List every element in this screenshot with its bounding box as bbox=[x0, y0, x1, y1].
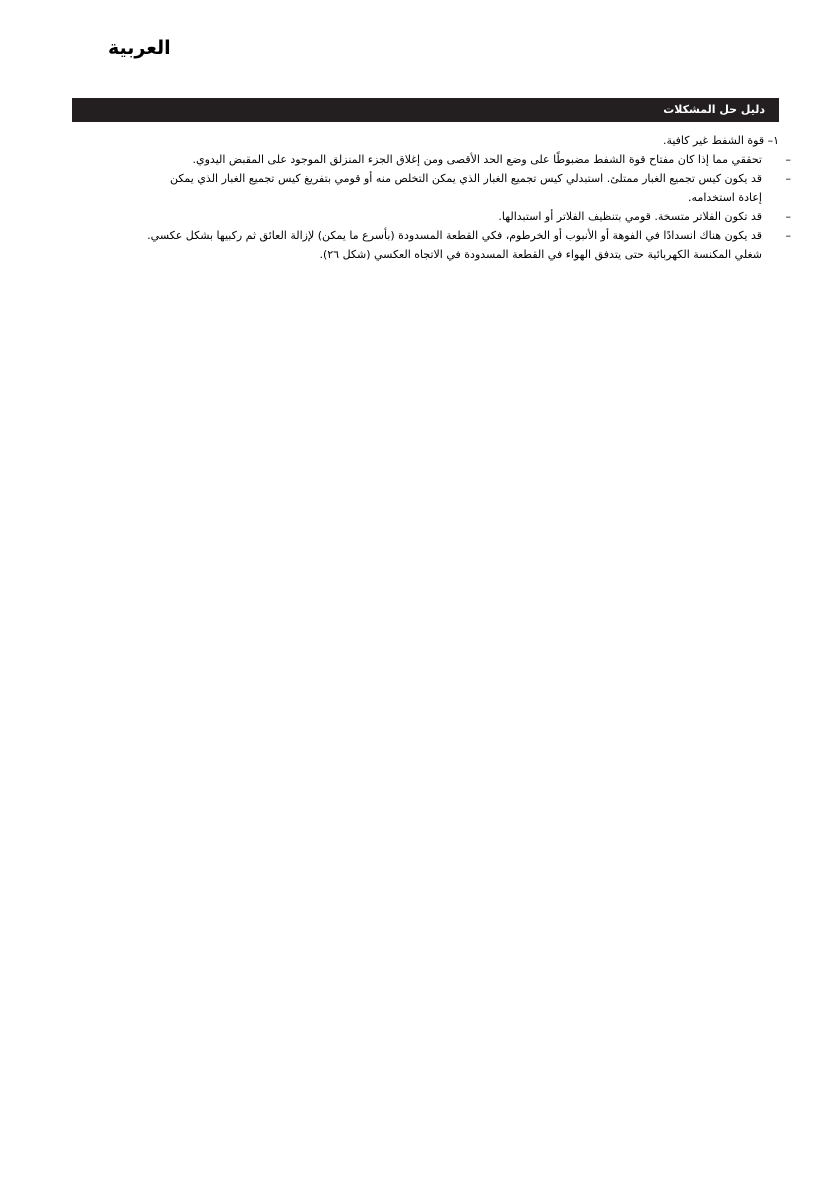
dash-marker: – bbox=[785, 229, 791, 242]
solution-text: تحققي مما إذا كان مفتاح قوة الشفط مضبوطًا على وضع الحد الأقصى ومن إغلاق الجزء المنزلق الموجود على المقبض اليدوي. bbox=[192, 153, 762, 166]
problem-heading: ١– قوة الشفط غير كافية. bbox=[662, 134, 779, 147]
solution-text-continued: شغلي المكنسة الكهربائية حتى يتدفق الهواء في القطعة المسدودة في الاتجاه العكسي (شكل ٢٦). bbox=[319, 248, 762, 261]
dash-marker: – bbox=[785, 153, 791, 166]
solution-text-continued: إعادة استخدامه. bbox=[688, 191, 762, 204]
solution-item bbox=[80, 169, 791, 207]
solution-item bbox=[80, 150, 791, 169]
language-title: العربية bbox=[108, 37, 171, 59]
solution-text: قد تكون الفلاتر متسخة. قومي بتنظيف الفلاتر أو استبدالها. bbox=[498, 210, 762, 223]
section-title: دليل حل المشكلات bbox=[663, 103, 765, 116]
section-header-bar bbox=[72, 98, 779, 122]
troubleshooting-content bbox=[80, 131, 791, 264]
solution-text: قد يكون هناك انسدادًا في الفوهة أو الأنبوب أو الخرطوم، فكي القطعة المسدودة (بأسرع ما يمكن) لإزالة العائق ثم ركبيها بشكل عكسي. bbox=[147, 229, 762, 242]
dash-marker: – bbox=[785, 172, 791, 185]
solution-item bbox=[80, 207, 791, 226]
solution-item bbox=[80, 226, 791, 264]
solution-text: قد يكون كيس تجميع الغبار ممتلئ. استبدلي كيس تجميع الغبار الذي يمكن التخلص منه أو قومي بتفريغ كيس تجميع الغبار الذي يمكن bbox=[169, 172, 762, 185]
dash-marker: – bbox=[785, 210, 791, 223]
